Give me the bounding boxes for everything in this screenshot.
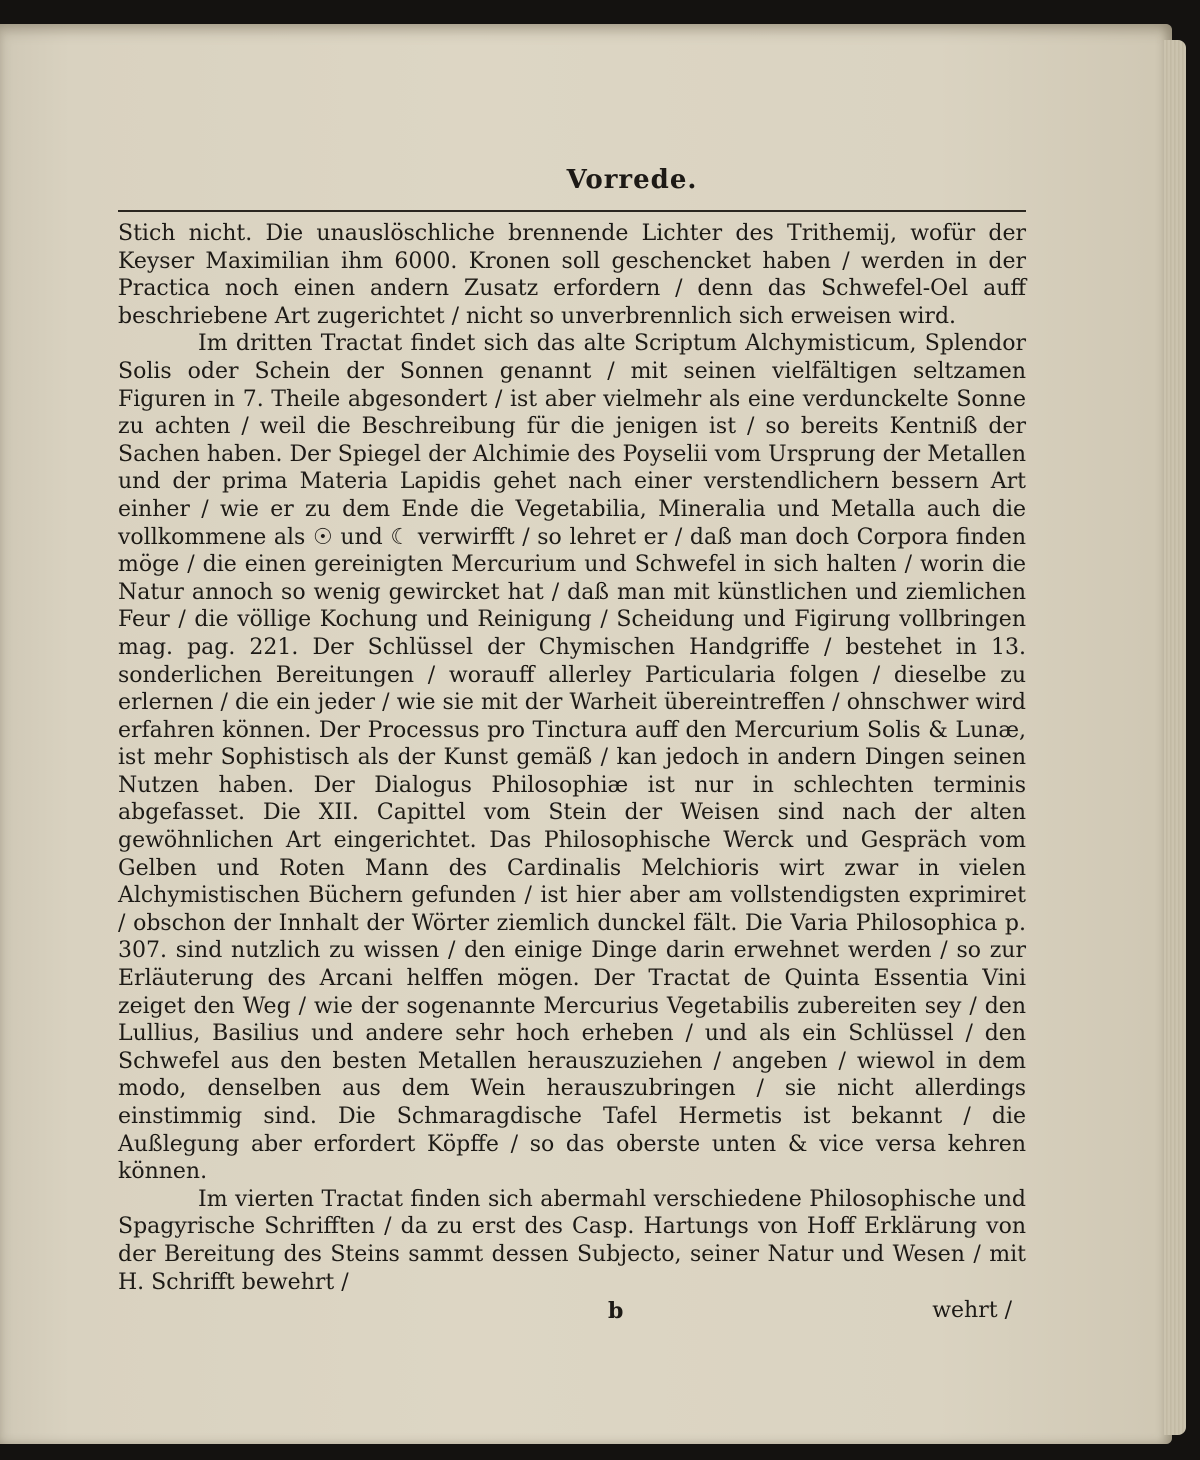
page-footer xyxy=(118,1298,1026,1328)
text-block xyxy=(118,160,1026,1328)
paragraph-continued: Stich nicht. Die unauslöschliche brennende Lichter des Trithemij, wofür der Keyser Maximilian ihm 6000. Kronen soll geschencket haben / werden in der Practica noch einen andern Zusatz erfordern / denn das Schwefel-Oel auff beschriebene Art zugerichtet / nicht so unverbrennlich sich erweisen wird. xyxy=(118,221,1026,329)
signature-mark: b xyxy=(608,1298,624,1325)
catchword: wehrt / xyxy=(932,1298,1012,1324)
running-head: Vorrede. xyxy=(566,165,698,195)
body-text xyxy=(118,220,1026,1296)
paragraph-third-tractat: Im dritten Tractat findet sich das alte Scriptum Alchymisticum, Splendor Solis oder Schein der Sonnen genannt / mit seinen vielfältigen seltzamen Figuren in 7. Theile abgesondert / ist aber vielmehr als eine verdunckelte Sonne zu achten / weil die Beschreibung für die jenigen ist / so bereits Kentniß der Sachen haben. Der Spiegel der Alchimie des Poyselii vom Ursprung der Metallen und der prima Materia Lapidis gehet nach einer verstendlichern bessern Art einher / wie er zu dem Ende die Vegetabilia, Mineralia und Metalla auch die vollkommene als ☉ und ☾ verwirfft / so lehret er / daß man doch Corpora finden möge / die einen gereinigten Mercurium und Schwefel in sich halten / worin die Natur annoch so wenig gewircket hat / daß man mit künstlichen und ziemlichen Feur / die völlige Kochung und Reinigung / Scheidung und Figirung vollbringen mag. pag. 221. Der Schlüssel der Chymischen Handgriffe / bestehet in 13. sonderlichen Bereitungen / worauff allerley Particularia folgen / dieselbe zu erlernen / die ein jeder / wie sie mit der Warheit übereintreffen / ohnschwer wird erfahren können. Der Processus pro Tinctura auff den Mercurium Solis & Lunæ, ist mehr Sophistisch als der Kunst gemäß / kan jedoch in andern Dingen seinen Nutzen haben. Der Dialogus Philosophiæ ist nur in schlechten terminis abgefasset. Die XII. Capittel vom Stein der Weisen sind nach der alten gewöhnlichen Art eingerichtet. Das Philosophische Werck und Gespräch vom Gelben und Roten Mann des Cardinalis Melchioris wirt zwar in vielen Alchymistischen Büchern gefunden / ist hier aber am vollstendigsten exprimiret / obschon der Innhalt der Wörter ziemlich dunckel fält. Die Varia Philosophica p. 307. sind nutzlich zu wissen / den einige Dinge darin erwehnet werden / so zur Erläuterung des Arcani helffen mögen. Der Tractat de Quinta Essentia Vini zeiget den Weg / wie der sogenannte Mercurius Vegetabilis zubereiten sey / den Lullius, Basilius und andere sehr hoch erheben / und als ein Schlüssel / den Schwefel aus den besten Metallen herauszuziehen / angeben / wiewol in dem modo, denselben aus dem Wein herauszubringen / sie nicht allerdings einstimmig sind. Die Schmaragdische Tafel Hermetis ist bekannt / die Außlegung aber erfordert Köpffe / so das oberste unten & vice versa kehren können. xyxy=(118,331,1026,1185)
header-rule xyxy=(118,210,1026,212)
paragraph-fourth-tractat: Im vierten Tractat finden sich abermahl verschiedene Philosophische und Spagyrische Schrifften / da zu erst des Casp. Hartungs von Hoff Erklärung von der Bereitung des Steins sammt dessen Subjecto, seiner Natur und Wesen / mit H. Schrifft bewehrt / xyxy=(118,1186,1026,1295)
page-fore-edge xyxy=(1164,40,1186,1435)
